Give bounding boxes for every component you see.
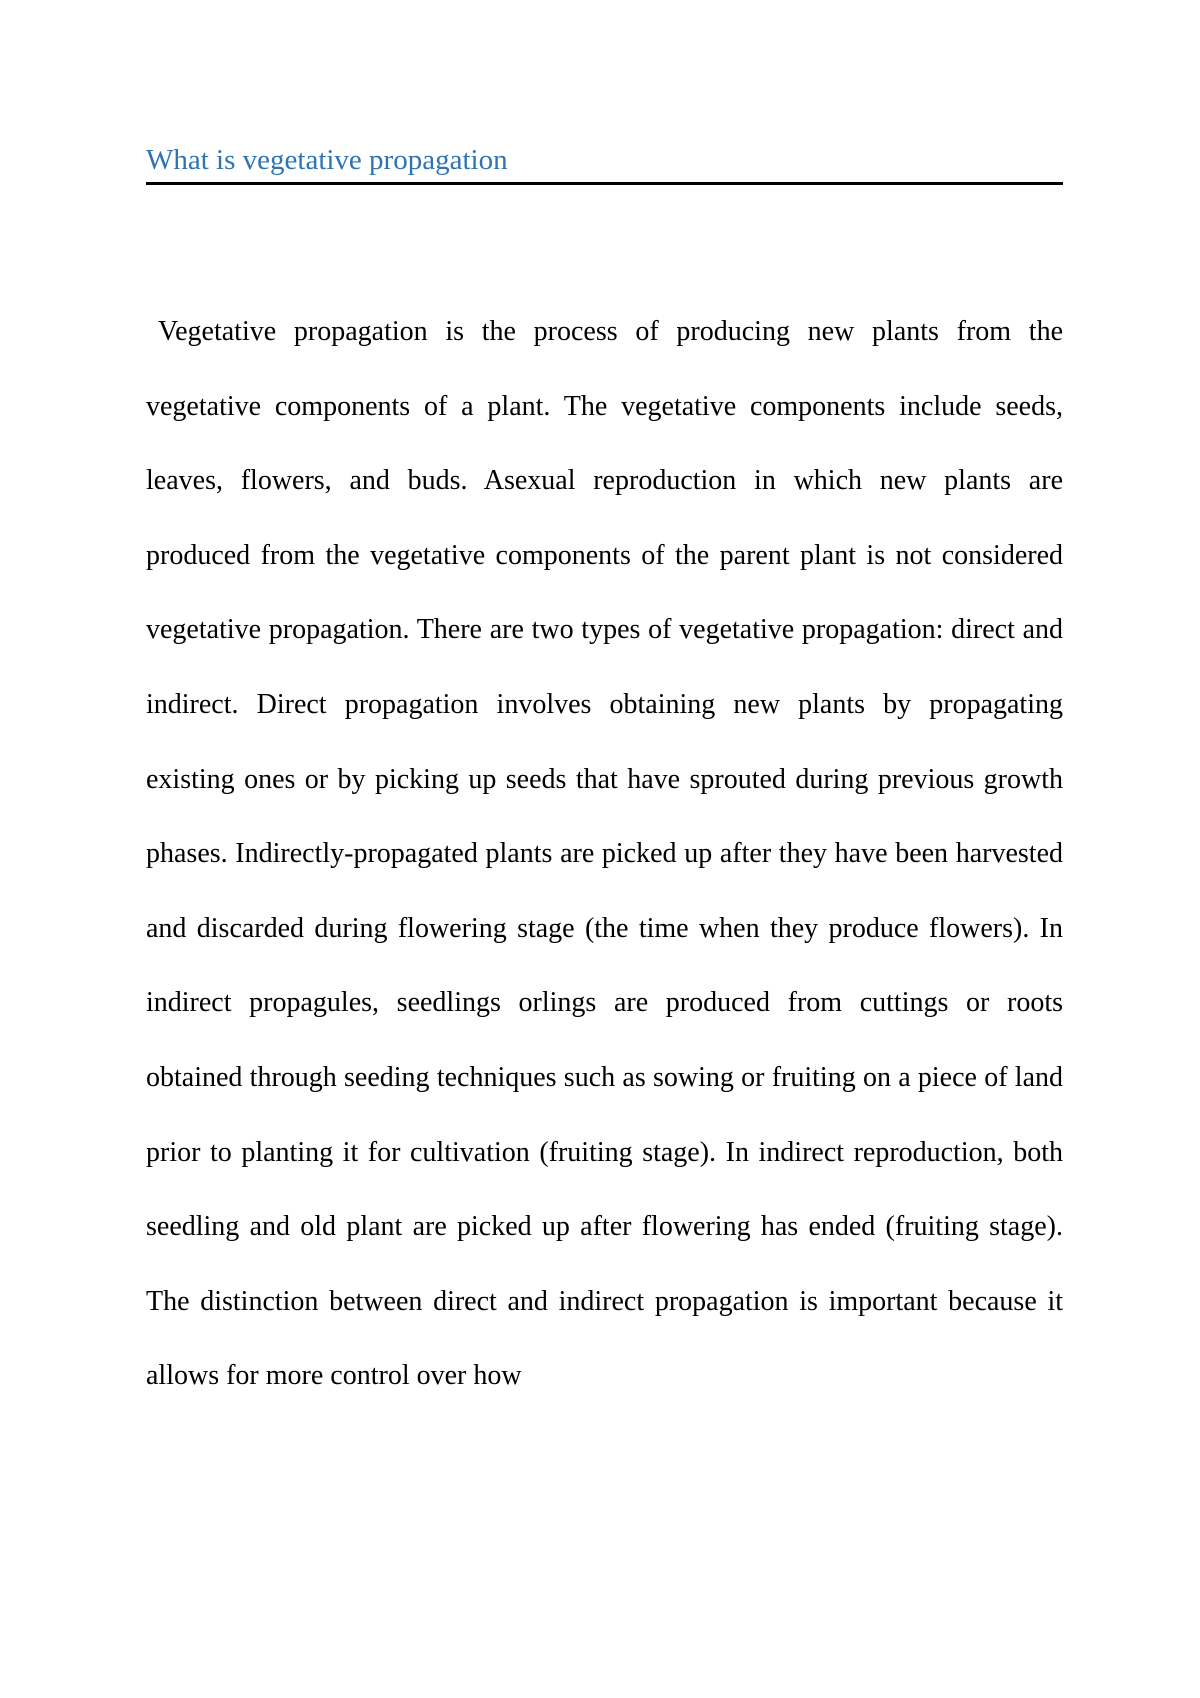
- body-paragraph: [146, 295, 1063, 1414]
- paragraph-text: Vegetative propagation is the process of producing new plants from the vegetative components of a plant. The vegetative components include seeds, leaves, flowers, and buds. Asexual reproduction in which new plants are produced from the vegetative components of the parent plant is not considered vegetative propagation. There are two types of vegetative propagation: direct and indirect. Direct propagation involves obtaining new plants by propagating existing ones or by picking up seeds that have sprouted during previous growth phases. Indirectly-propagated plants are picked up after they have been harvested and discarded during flowering stage (the time when they produce flowers). In indirect propagules, seedlings orlings are produced from cuttings or roots obtained through seeding techniques such as sowing or fruiting on a piece of land prior to planting it for cultivation (fruiting stage). In indirect reproduction, both seedling and old plant are picked up after flowering has ended (fruiting stage). The distinction between direct and indirect propagation is important because it allows for more control over how: [146, 316, 1063, 1392]
- heading-underline: [146, 182, 1063, 185]
- page-title: What is vegetative propagation: [146, 144, 508, 176]
- heading-block: [146, 140, 1063, 185]
